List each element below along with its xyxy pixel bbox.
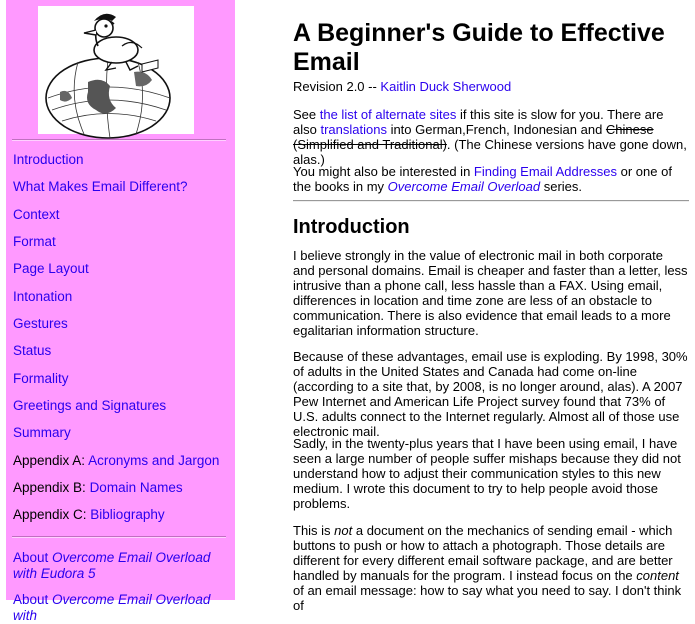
sidebar-link-summary[interactable]: Summary xyxy=(13,425,71,440)
sidebar-appendix-b xyxy=(13,480,183,496)
sidebar xyxy=(6,0,235,623)
sidebar-link-status[interactable]: Status xyxy=(13,343,52,358)
sidebar-link-introduction[interactable]: Introduction xyxy=(13,152,84,167)
appendix-b-prefix: Appendix B: xyxy=(13,480,90,495)
p2-text-a: You might also be interested in xyxy=(293,164,474,179)
p1-text-d: . (The Chinese versions have gone down, alas.) xyxy=(293,137,687,167)
chinese-strikethrough: Chinese (Simplified and Traditional) xyxy=(293,122,654,152)
intro-paragraph-2: Because of these advantages, email use is exploding. By 1998, 30% of adults in the United States and Canada had come on-line (according to a site that, by 2008, is no longer around, alas). A 2007 Pew Internet and American Life Project survey found that 73% of U.S. adults connect to the Internet regularly. Almost all of those use electronic mail. xyxy=(293,349,688,439)
appendix-b-link[interactable]: Domain Names xyxy=(89,480,183,495)
sidebar-link-about-eudora[interactable] xyxy=(13,550,223,582)
sidebar-appendix-c xyxy=(13,507,165,523)
appendix-c-link[interactable]: Bibliography xyxy=(90,507,165,522)
sidebar-divider-2 xyxy=(12,536,226,538)
sidebar-appendix-a xyxy=(13,453,219,469)
appendix-a-link[interactable]: Acronyms and Jargon xyxy=(88,453,220,468)
revision-line xyxy=(293,79,688,94)
about-overload-title: Overcome Email Overload with xyxy=(13,592,211,623)
related-books-paragraph xyxy=(293,164,688,194)
duck-globe-illustration xyxy=(38,6,194,134)
sidebar-link-context[interactable]: Context xyxy=(13,207,60,222)
intro-paragraph-4 xyxy=(293,523,688,613)
about-eudora-title: Overcome Email Overload with Eudora 5 xyxy=(13,550,211,581)
about-overload-prefix: About xyxy=(13,592,53,607)
p1-text-b: if this site is slow for you. There are also xyxy=(293,107,664,137)
p2-text-b: or one of the books in my xyxy=(293,164,672,194)
p6-emphasis-content: content xyxy=(636,568,679,583)
intro-paragraph-3: Sadly, in the twenty-plus years that I have been using email, I have seen a large number of people suffer mishaps because they did not understand how to adjust their communication styles to this new medium. I wrote this document to try to help people avoid those problems. xyxy=(293,436,681,511)
sidebar-link-greetings-and-signatures[interactable]: Greetings and Signatures xyxy=(13,398,167,413)
introduction-heading: Introduction xyxy=(293,216,410,238)
page-title: A Beginner's Guide to Effective Email xyxy=(293,19,665,76)
sidebar-link-what-makes-email-different[interactable]: What Makes Email Different? xyxy=(13,179,188,194)
p6-text-a: This is xyxy=(293,523,335,538)
p6-emphasis-not: not xyxy=(334,523,353,538)
revision-prefix: Revision 2.0 -- xyxy=(293,79,381,94)
p2-text-c: series. xyxy=(540,179,583,194)
p1-text-a: See xyxy=(293,107,320,122)
sidebar-link-gestures[interactable]: Gestures xyxy=(13,316,68,331)
appendix-c-prefix: Appendix C: xyxy=(13,507,91,522)
about-eudora-prefix: About xyxy=(13,550,53,565)
appendix-a-prefix: Appendix A: xyxy=(13,453,89,468)
translations-link[interactable]: translations xyxy=(320,122,387,137)
intro-paragraph-1: I believe strongly in the value of electronic mail in both corporate and personal domains. Email is cheaper and faster than a letter, less intrusive than a phone call, less hassle than a FAX. Using email, differences in location and time zone are less of an obstacle to communication. There is also evidence that email leads to a more egalitarian information structure. xyxy=(293,248,688,338)
sidebar-link-formality[interactable]: Formality xyxy=(13,371,69,386)
duck-globe-logo xyxy=(38,6,194,134)
sidebar-link-intonation[interactable]: Intonation xyxy=(13,289,73,304)
alternate-sites-link[interactable]: the list of alternate sites xyxy=(319,107,457,122)
alternate-sites-paragraph xyxy=(293,107,688,167)
p6-text-c: of an email message: how to say what you need to say. I don't think of xyxy=(293,583,682,613)
author-link[interactable]: Kaitlin Duck Sherwood xyxy=(380,79,512,94)
overcome-email-overload-title: Overcome Email Overload xyxy=(387,179,541,194)
sidebar-link-format[interactable]: Format xyxy=(13,234,56,249)
finding-email-addresses-link[interactable]: Finding Email Addresses xyxy=(473,164,617,179)
overcome-email-overload-link[interactable] xyxy=(388,179,540,194)
p6-text-b: a document on the mechanics of sending email - which buttons to push or how to attach a photograph. Those details are different for every different email software package, and are better handled by manuals for the program. I instead focus on the xyxy=(293,523,673,583)
sidebar-link-page-layout[interactable]: Page Layout xyxy=(13,261,89,276)
content-divider xyxy=(293,200,689,202)
sidebar-divider xyxy=(12,139,226,141)
p1-text-c: into German,French, Indonesian and xyxy=(386,122,606,137)
sidebar-link-about-overload[interactable] xyxy=(13,592,223,624)
